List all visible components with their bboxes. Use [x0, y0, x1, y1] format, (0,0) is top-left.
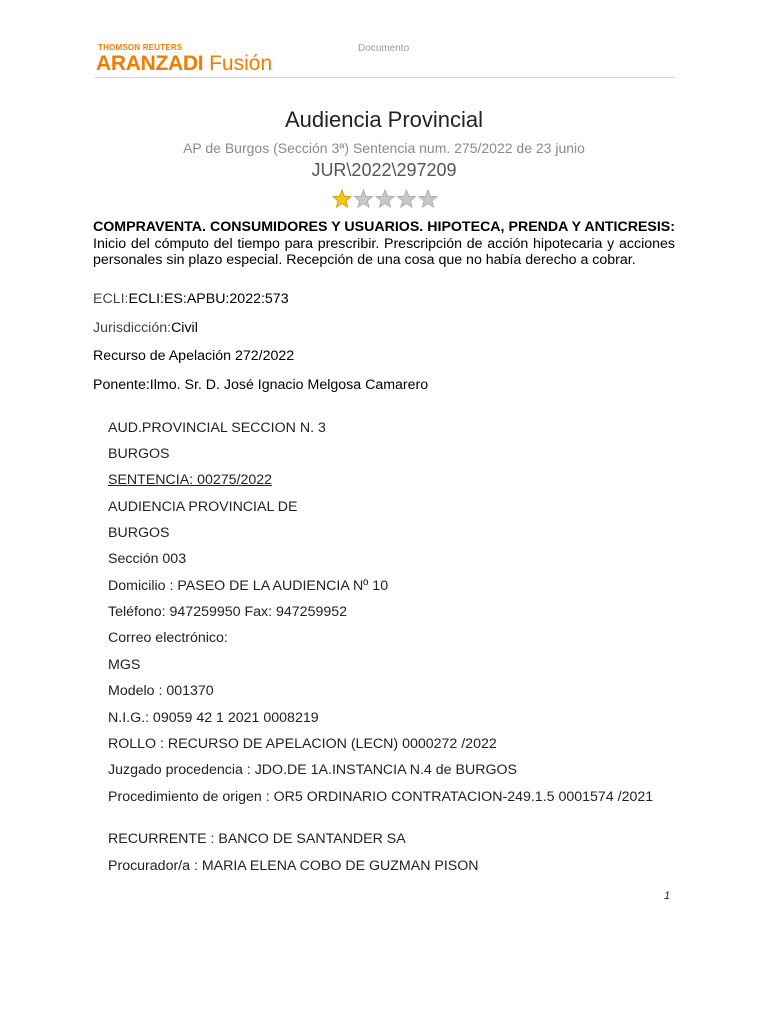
- logo-product: Fusión: [209, 52, 273, 75]
- summary: [93, 219, 675, 269]
- reference-number: JUR\2022\297209: [311, 160, 457, 180]
- logo-thomson-reuters: THOMSON REUTERS: [98, 43, 183, 52]
- body-line-8: Teléfono: 947259950 Fax: 947259952: [108, 604, 348, 620]
- body-line-1: AUD.PROVINCIAL SECCION N. 3: [108, 420, 326, 436]
- jurisdiccion-value: Civil: [171, 320, 198, 336]
- star-empty-icon: [397, 190, 415, 207]
- summary-keywords: COMPRAVENTA. CONSUMIDORES Y USUARIOS. HIPOTECA, PRENDA Y ANTICRESIS:: [93, 219, 675, 235]
- body-line-4: AUDIENCIA PROVINCIAL DE: [108, 499, 298, 515]
- body-line-7: Domicilio : PASEO DE LA AUDIENCIA Nº 10: [108, 578, 389, 594]
- ecli-value: ECLI:ES:APBU:2022:573: [128, 291, 289, 307]
- body-line-17: Procurador/a : MARIA ELENA COBO DE GUZMAN PISON: [108, 858, 479, 874]
- body-line-2: BURGOS: [108, 446, 170, 462]
- body-line-9: Correo electrónico:: [108, 630, 228, 646]
- jurisdiccion-label: Jurisdicción:: [93, 320, 172, 336]
- body-line-14: Juzgado procedencia : JDO.DE 1A.INSTANCIA N.4 de BURGOS: [108, 762, 517, 778]
- logo-aranzadi-fusion: [96, 53, 272, 75]
- star-empty-icon: [419, 190, 437, 207]
- summary-text: Inicio del cómputo del tiempo para prescribir. Prescripción de acción hipotecaria y acciones personales sin plazo especial. Recepción de una cosa que no había derecho a cobrar.: [93, 235, 675, 268]
- ponente-row: Ponente:Ilmo. Sr. D. José Ignacio Melgosa Camarero: [93, 377, 429, 393]
- body-line-6: Sección 003: [108, 551, 187, 567]
- star-empty-icon: [354, 190, 372, 207]
- ecli-label: ECLI:: [93, 291, 129, 307]
- document-header: [94, 40, 675, 78]
- star-filled-icon: [333, 190, 351, 207]
- star-empty-icon: [376, 190, 394, 207]
- page-title: Audiencia Provincial: [284, 107, 484, 132]
- recurso-row: Recurso de Apelación 272/2022: [93, 348, 295, 364]
- body-line-12: N.I.G.: 09059 42 1 2021 0008219: [108, 710, 319, 726]
- body-line-5: BURGOS: [108, 525, 170, 541]
- body-line-15: Procedimiento de origen : OR5 ORDINARIO CONTRATACION-249.1.5 0001574 /2021: [108, 789, 654, 805]
- body-line-10: MGS: [108, 657, 141, 673]
- page-subtitle: AP de Burgos (Sección 3ª) Sentencia num. 275/2022 de 23 junio: [183, 140, 585, 156]
- sentencia-link[interactable]: SENTENCIA: 00275/2022: [108, 472, 273, 488]
- body-line-16: RECURRENTE : BANCO DE SANTANDER SA: [108, 831, 406, 847]
- body-line-11: Modelo : 001370: [108, 683, 214, 699]
- ecli-row: [93, 291, 289, 307]
- logo-brand: ARANZADI: [96, 52, 204, 75]
- body-line-13: ROLLO : RECURSO DE APELACION (LECN) 0000272 /2022: [108, 736, 497, 752]
- document-label: Documento: [358, 43, 410, 54]
- rating-stars: [331, 188, 441, 210]
- jurisdiccion-row: [93, 320, 198, 336]
- page-number: 1: [664, 890, 671, 902]
